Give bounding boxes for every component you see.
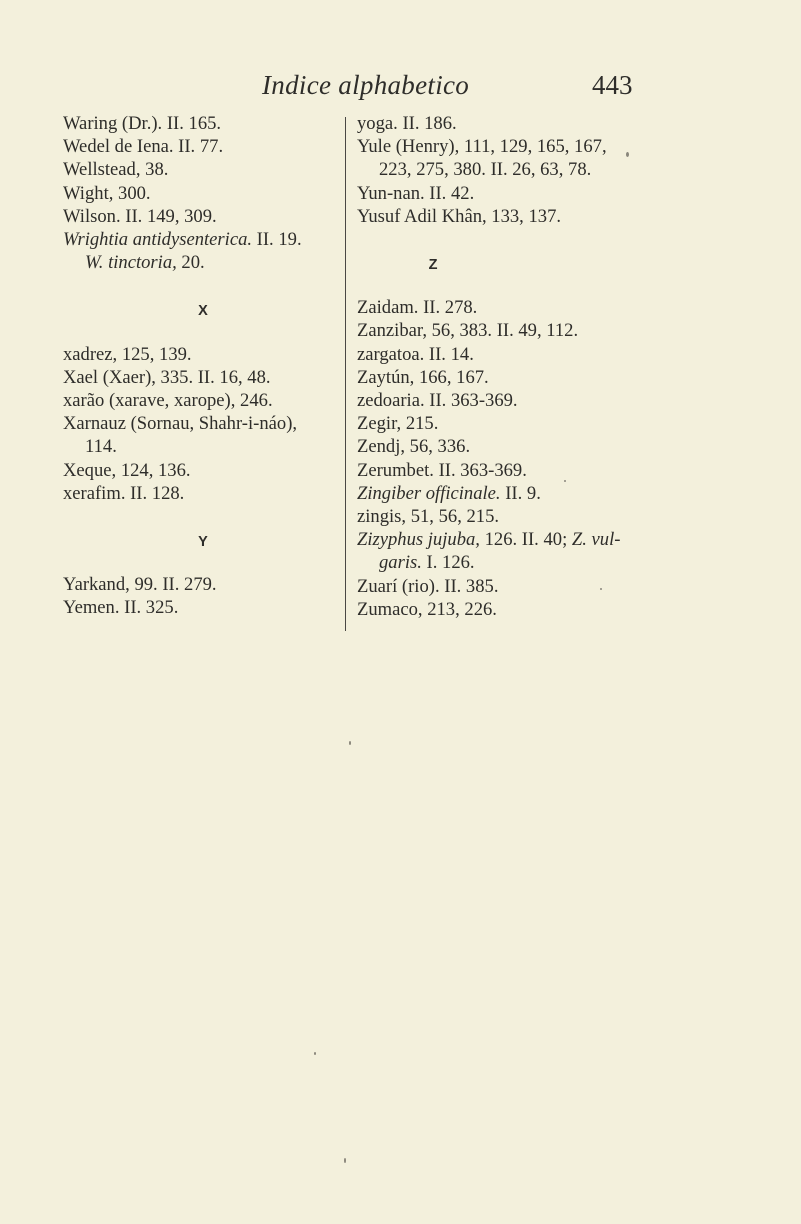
entry-text: Zaidam. II. 278. (357, 297, 478, 319)
entry-text: Xael (Xaer), 335. II. 16, 48. (63, 366, 271, 388)
section-letter: X (198, 303, 208, 320)
entry-italic-term: Zingiber officinale. (357, 482, 501, 504)
index-column-left (63, 112, 340, 620)
entry-text: Xarnauz (Sornau, Shahr-i-náo), (63, 413, 298, 435)
index-entry (357, 343, 757, 366)
entry-text: Wellstead, 38. (63, 159, 169, 181)
paper-speck (344, 1158, 346, 1163)
entry-text: Zumaco, 213, 226. (357, 598, 497, 620)
entry-text: zargatoa. II. 14. (357, 343, 474, 365)
entry-text: Waring (Dr.). II. 165. (63, 113, 222, 134)
index-entry (357, 135, 757, 158)
index-entry (357, 412, 757, 435)
index-entry (63, 251, 340, 274)
entry-text: Zegir, 215. (357, 413, 439, 435)
index-entry (63, 112, 340, 135)
index-entry (63, 459, 340, 482)
index-entry (357, 435, 757, 458)
index-entry (63, 482, 340, 505)
entry-text: Wedel de Iena. II. 77. (63, 136, 224, 158)
running-title: Indice alphabetico (262, 70, 470, 100)
section-letter: Y (198, 534, 208, 551)
index-entry (357, 482, 757, 505)
paper-speck (349, 741, 351, 745)
entry-text: Wilson. II. 149, 309. (63, 205, 217, 227)
index-entry (63, 343, 340, 366)
entry-text: zingis, 51, 56, 215. (357, 506, 500, 528)
index-entry (357, 366, 757, 389)
entry-text: 20. (176, 252, 205, 274)
index-entry (357, 505, 757, 528)
entry-text: xerafim. II. 128. (63, 482, 185, 504)
entry-text: II. 19. (252, 229, 302, 251)
entry-text: Yule (Henry), 111, 129, 165, 167, (357, 136, 607, 158)
entry-text: zedoaria. II. 363-369. (357, 390, 518, 412)
entry-text: Yarkand, 99. II. 279. (63, 574, 217, 596)
entry-text: Zaytún, 166, 167. (357, 366, 489, 388)
entry-text: 114. (85, 436, 117, 458)
index-entry (357, 182, 757, 205)
index-column-right (357, 112, 757, 621)
index-entry (357, 528, 757, 551)
index-entry (357, 459, 757, 482)
entry-text: Zanzibar, 56, 383. II. 49, 112. (357, 320, 579, 342)
entry-text: Yemen. II. 325. (63, 597, 179, 619)
index-entry (63, 158, 340, 181)
column-divider (345, 117, 346, 631)
index-entry (357, 205, 757, 228)
entry-text: Zendj, 56, 336. (357, 436, 471, 458)
index-entry (63, 135, 340, 158)
entry-text: 126. II. 40; (479, 529, 572, 551)
index-entry (357, 575, 757, 598)
entry-text: xadrez, 125, 139. (63, 343, 192, 365)
index-entry (63, 435, 340, 458)
index-entry (63, 228, 340, 251)
entry-italic-term: Z. vul- (571, 529, 621, 551)
entry-text: Xeque, 124, 136. (63, 459, 191, 481)
entry-text: I. 126. (421, 552, 475, 574)
index-entry (63, 573, 340, 596)
paper-speck (564, 480, 566, 482)
index-entry (357, 296, 757, 319)
index-entry (357, 112, 757, 135)
entry-italic-term: Zizyphus jujuba, (357, 529, 480, 551)
index-entry (63, 182, 340, 205)
index-entry (63, 366, 340, 389)
index-entry (63, 389, 340, 412)
entry-text: 223, 275, 380. II. 26, 63, 78. (379, 159, 592, 181)
entry-text: Yusuf Adil Khân, 133, 137. (357, 205, 562, 227)
entry-text: Zuarí (rio). II. 385. (357, 575, 499, 597)
entry-text: yoga. II. 186. (357, 113, 457, 134)
entry-italic-term: garis. (379, 552, 422, 574)
entry-text: II. 9. (500, 482, 541, 504)
entry-italic-term: W. tinctoria, (85, 252, 177, 274)
entry-text: Wight, 300. (63, 182, 151, 204)
index-entry (63, 412, 340, 435)
entry-italic-term: Wrightia antidysenterica. (63, 229, 253, 251)
index-entry (63, 596, 340, 619)
paper-speck (600, 588, 602, 590)
paper-speck (626, 152, 629, 157)
entry-text: Zerumbet. II. 363-369. (357, 459, 527, 481)
running-head (0, 70, 801, 110)
entry-text: xarão (xarave, xarope), 246. (63, 390, 273, 412)
page-number: 443 (592, 70, 633, 100)
section-letter: Z (428, 257, 438, 274)
index-entry (63, 205, 340, 228)
index-entry (357, 598, 757, 621)
index-entry (357, 158, 757, 181)
entry-text: Yun-nan. II. 42. (357, 182, 475, 204)
paper-speck (314, 1052, 316, 1055)
index-entry (357, 319, 757, 342)
index-entry (357, 389, 757, 412)
index-entry (357, 551, 757, 574)
